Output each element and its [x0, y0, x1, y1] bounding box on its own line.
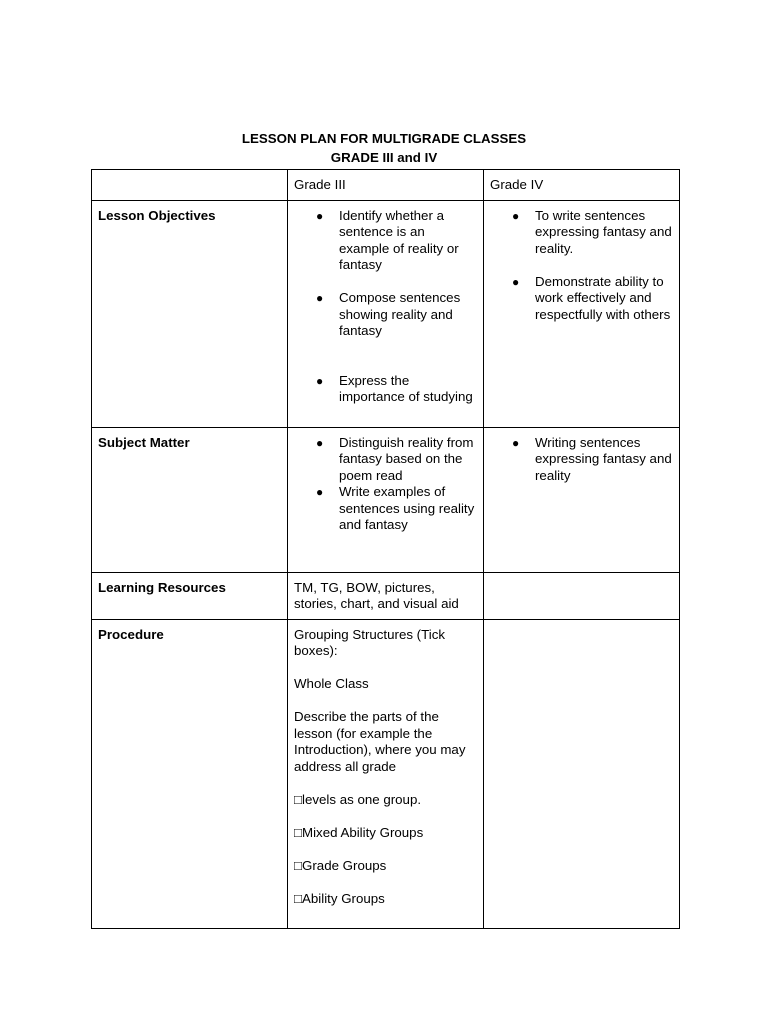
- objectives-row: [92, 200, 680, 427]
- procedure-label: Procedure: [92, 619, 288, 928]
- procedure-row: [92, 619, 680, 928]
- subject-grade4-item: ● Writing sentences expressing fantasy and reality: [512, 434, 672, 483]
- procedure-checkbox-item: □Ability Groups: [294, 890, 385, 906]
- document-subtitle: GRADE III and IV: [330, 150, 438, 165]
- subject-matter-grade4-cell: [484, 427, 680, 572]
- header-grade3: Grade III: [288, 170, 484, 201]
- resources-grade3: TM, TG, BOW, pictures, stories, chart, and visual aid: [288, 572, 484, 619]
- subject-grade3-item: ● Distinguish reality from fantasy based on the poem read: [316, 434, 474, 483]
- objectives-grade4-cell: [484, 200, 680, 427]
- bullet-icon: ●: [512, 208, 520, 223]
- bullet-icon: ●: [316, 208, 324, 223]
- procedure-checkbox-item: □Mixed Ability Groups: [294, 824, 424, 840]
- document-title: LESSON PLAN FOR MULTIGRADE CLASSES: [241, 131, 527, 146]
- subject-grade3-item: ● Write examples of sentences using reality and fantasy: [316, 484, 475, 532]
- bullet-icon: ●: [512, 274, 520, 289]
- header-grade4: Grade IV: [484, 170, 680, 201]
- procedure-paragraph: Whole Class: [294, 676, 369, 691]
- resources-grade4: [484, 572, 680, 619]
- subject-matter-grade3-cell: [288, 427, 484, 572]
- bullet-icon: ●: [316, 291, 324, 305]
- objective-grade3-item: ● Express the importance of studying: [316, 372, 473, 404]
- bullet-icon: ●: [512, 435, 520, 450]
- objective-grade4-item: ● To write sentences expressing fantasy and reality.: [512, 207, 672, 256]
- procedure-checkbox-item: □levels as one group.: [294, 791, 422, 807]
- header-row: [92, 170, 680, 201]
- spacer: [490, 257, 673, 274]
- objective-grade3-item: ● Identify whether a sentence is an example of reality or fantasy: [316, 207, 459, 272]
- lesson-plan-table: [91, 169, 680, 929]
- spacer: [294, 340, 477, 373]
- spacer: [294, 274, 477, 291]
- procedure-grade3-cell: [288, 619, 484, 928]
- objective-grade3-item: ● Compose sentences showing reality and fantasy: [316, 290, 461, 338]
- procedure-paragraph: Grouping Structures (Tick boxes):: [294, 626, 445, 658]
- bullet-icon: ●: [316, 435, 324, 450]
- subject-matter-label: Subject Matter: [92, 427, 288, 572]
- procedure-paragraph: Describe the parts of the lesson (for example the Introduction), where you may address all grade: [294, 709, 466, 774]
- resources-label: Learning Resources: [92, 572, 288, 619]
- header-empty-cell: [92, 170, 288, 201]
- procedure-checkbox-item: □Grade Groups: [294, 857, 387, 873]
- objective-grade4-item: ● Demonstrate ability to work effectively and respectfully with others: [512, 273, 671, 322]
- resources-row: [92, 572, 680, 619]
- bullet-icon: ●: [316, 485, 324, 499]
- bullet-icon: ●: [316, 373, 324, 388]
- procedure-grade4: [484, 619, 680, 928]
- subject-matter-row: [92, 427, 680, 572]
- objectives-label: Lesson Objectives: [92, 200, 288, 427]
- objectives-grade3-cell: [288, 200, 484, 427]
